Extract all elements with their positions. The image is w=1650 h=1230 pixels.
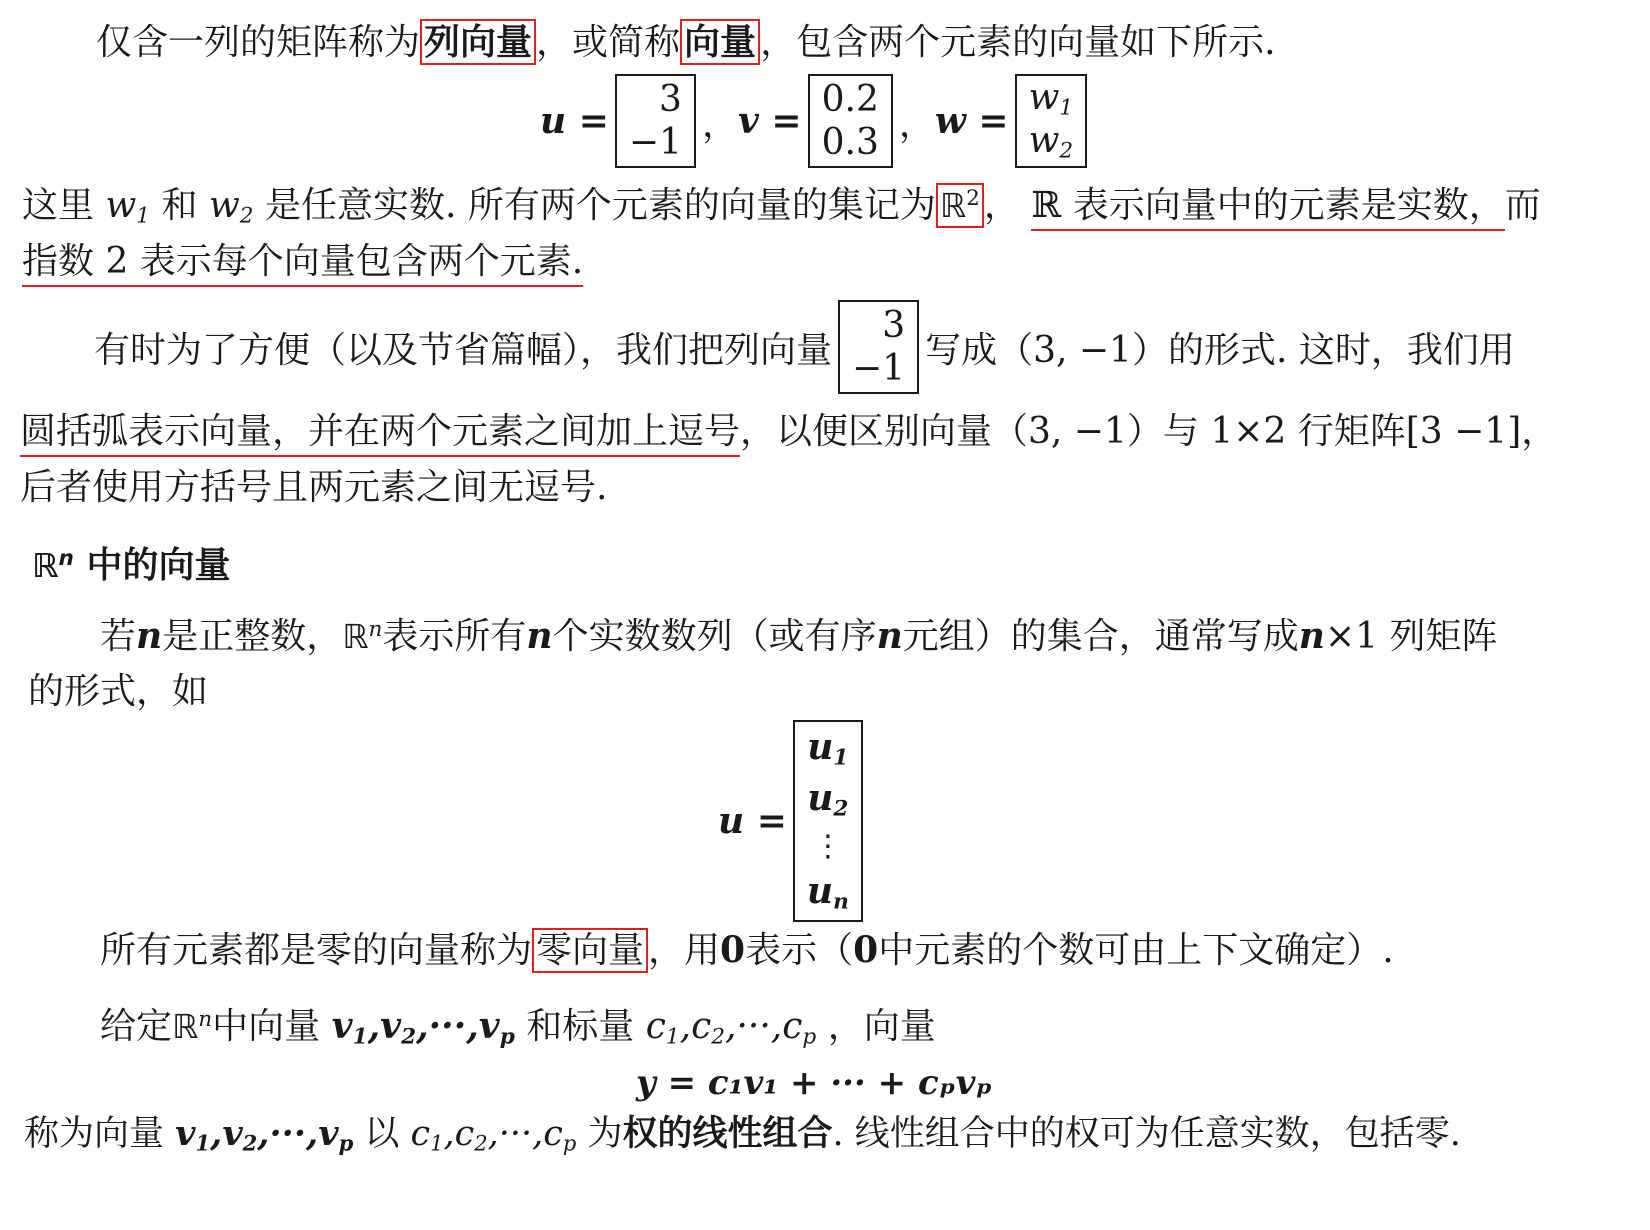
paragraph-7: 称为向量 $v_1,v_2,\cdot\cdot\cdot,v_p$ 以 $c_1,c_2,\cdot\cdot\cdot,c_p$ 为权的线性组合. 线性组合中的权可为任意实数，包括零. — [24, 1113, 1461, 1156]
r2-symbol: ℝ$^2$ — [936, 183, 984, 228]
matrix-entry: $u_n$ — [806, 869, 849, 914]
term-vector: 向量 — [680, 19, 760, 65]
matrix-u-entry: −1 — [628, 121, 682, 163]
paragraph-4-line-2: 的形式，如 — [28, 671, 209, 712]
term-column-vector: 列向量 — [420, 19, 536, 65]
paragraph-6: 给定ℝ$^n$中向量 $v_1,v_2,\cdot\cdot\cdot,v_p$ 和标量 $c_1,c_2,\cdot\cdot\cdot,c_p$ ，向量 — [100, 1005, 936, 1050]
section-heading: ℝ$^n$ 中的向量 — [32, 545, 231, 586]
paragraph-3-line-1: 有时为了方便（以及节省篇幅），我们把列向量 3 −1 写成（3, −1）的形式. 这时，我们用 — [94, 300, 1515, 394]
w2-symbol: $w_2$ — [208, 185, 254, 229]
equation-linear-combination: y = c₁v₁ + ··· + cₚvₚ — [636, 1063, 993, 1103]
matrix-u — [615, 74, 696, 168]
u-lhs: u = — [540, 100, 609, 142]
matrix-w — [1015, 74, 1088, 168]
w-lhs: w = — [934, 100, 1009, 142]
equation-uvw: u = 3 −1 ， v = 0.2 0.3 ， w = $w_1$ $w_2$ — [540, 74, 1093, 168]
underlined-exponent-meaning: 指数 2 表示每个向量包含两个元素. — [22, 241, 583, 287]
paragraph-5: 所有元素都是零的向量称为 零向量 ，用0表示（0中元素的个数可由上下文确定）. — [100, 929, 1394, 971]
matrix-v-entry: 0.2 — [821, 78, 879, 120]
paragraph-3-line-3: 后者使用方括号且两元素之间无逗号. — [20, 467, 608, 508]
underlined-parentheses-note: 圆括弧表示向量，并在两个元素之间加上逗号 — [20, 411, 740, 457]
paragraph-2-line-2 — [22, 241, 584, 282]
equation-u-column: u = $u_1$ $u_2$ ⋮ $u_n$ — [718, 720, 869, 922]
term-linear-combination: 权的线性组合 — [622, 1113, 833, 1154]
vertical-dots: ⋮ — [812, 828, 843, 864]
matrix-entry: $u_2$ — [807, 777, 849, 822]
term-zero-vector: 零向量 — [532, 928, 648, 973]
matrix-u-entry: 3 — [659, 78, 682, 120]
underlined-r-meaning: ℝ 表示向量中的元素是实数， — [1031, 185, 1504, 231]
matrix-entry: $u_1$ — [807, 726, 849, 771]
paragraph-1: 仅含一列的矩阵称为 列向量 ，或简称 向量 ，包含两个元素的向量如下所示. — [96, 21, 1276, 63]
scalar-list: $c_1,c_2,\cdot\cdot\cdot,c_p$ — [645, 1006, 817, 1050]
v-lhs: v = — [737, 100, 802, 142]
paragraph-4-line-1: 若n是正整数，ℝ$^n$表示所有n个实数数列（或有序n元组）的集合，通常写成n×1 列矩阵 — [100, 615, 1498, 657]
vector-list: $v_1,v_2,\cdot\cdot\cdot,v_p$ — [331, 1005, 515, 1050]
paragraph-2-line-1: 这里 $w_1$ 和 $w_2$ 是任意实数. 所有两个元素的向量的集记为 ℝ$^2$ ， ℝ 表示向量中的元素是实数，而 — [22, 188, 1541, 227]
matrix-w-entry: $w_1$ — [1028, 77, 1074, 121]
paragraph-3-line-2: 圆括弧表示向量，并在两个元素之间加上逗号，以便区别向量（3, −1）与 1×2 行矩阵[3 −1]， — [20, 414, 1557, 450]
matrix-v-entry: 0.3 — [821, 121, 879, 163]
w1-symbol: $w_1$ — [105, 185, 151, 229]
matrix-w-entry: $w_2$ — [1028, 120, 1074, 164]
matrix-u-general — [793, 720, 863, 922]
inline-column-vector: 3 −1 — [838, 300, 919, 394]
matrix-v — [808, 74, 893, 168]
